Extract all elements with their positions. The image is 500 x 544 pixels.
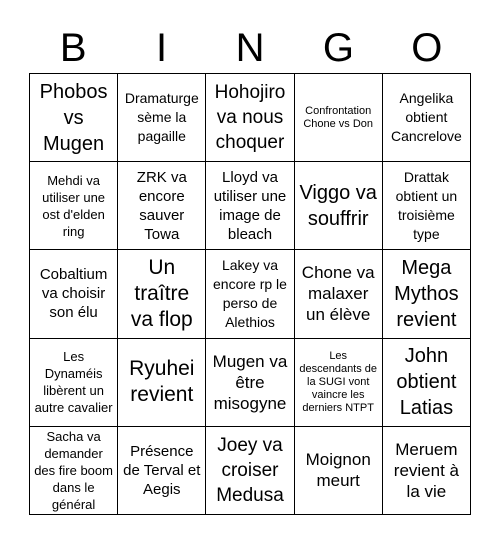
cell-text: Ryuhei revient — [129, 357, 195, 407]
bingo-cell[interactable] — [118, 339, 206, 427]
bingo-header — [29, 22, 471, 74]
cell-text: Les Dynaméis libèrent un autre cavalier — [34, 349, 113, 416]
cell-text: Les descendants de la SUGI vont vaincre les derniers NTPT — [299, 349, 378, 414]
cell-text: Meruem revient à la vie — [393, 439, 459, 501]
header-letter-i: I — [156, 26, 168, 70]
bingo-cell[interactable] — [383, 162, 471, 250]
bingo-grid — [29, 73, 471, 515]
bingo-cell[interactable] — [30, 250, 118, 338]
cell-text: Mega Mythos revient — [394, 256, 459, 331]
cell-text: Angelika obtient Cancrelove — [390, 90, 462, 145]
cell-text: Drattak obtient un troisième type — [395, 168, 458, 242]
header-letter-n: N — [235, 26, 265, 70]
bingo-cell[interactable] — [295, 74, 383, 162]
cell-text: Viggo va souffrir — [299, 181, 377, 230]
cell-text: Lloyd va utiliser une image de bleach — [213, 168, 287, 243]
bingo-cell[interactable] — [295, 339, 383, 427]
bingo-cell[interactable] — [295, 250, 383, 338]
bingo-cell[interactable] — [383, 339, 471, 427]
cell-text: ZRK va encore sauver Towa — [136, 168, 187, 243]
bingo-cell[interactable] — [30, 339, 118, 427]
bingo-cell[interactable] — [206, 162, 294, 250]
bingo-cell[interactable] — [383, 250, 471, 338]
bingo-cell[interactable] — [30, 427, 118, 515]
header-letter-b: B — [59, 26, 87, 70]
bingo-cell[interactable] — [30, 162, 118, 250]
bingo-cell[interactable] — [206, 427, 294, 515]
cell-text: Dramaturge sème la pagaille — [124, 90, 199, 145]
cell-text: John obtient Latias — [396, 345, 457, 420]
cell-text: Moignon meurt — [305, 450, 371, 491]
cell-text: Confrontation Chone vs Don — [303, 104, 374, 130]
bingo-cell[interactable] — [206, 74, 294, 162]
bingo-cell[interactable] — [206, 339, 294, 427]
cell-text: Joey va croiser Medusa — [216, 434, 284, 506]
bingo-cell[interactable] — [118, 427, 206, 515]
bingo-cell[interactable] — [30, 74, 118, 162]
cell-text: Phobos vs Mugen — [39, 80, 108, 155]
bingo-cell[interactable] — [118, 162, 206, 250]
cell-text: Cobaltium va choisir son élu — [39, 266, 108, 322]
header-letter-g: G — [322, 26, 354, 70]
bingo-cell[interactable] — [118, 250, 206, 338]
bingo-cell[interactable] — [206, 250, 294, 338]
bingo-cell[interactable] — [295, 162, 383, 250]
cell-text: Un traître va flop — [130, 255, 193, 331]
bingo-cell[interactable] — [383, 74, 471, 162]
cell-text: Mehdi va utiliser une ost d'elden ring — [42, 172, 106, 239]
cell-text: Sacha va demander des fire boom dans le général — [34, 428, 113, 512]
header-letter-o: O — [411, 26, 443, 70]
cell-text: Chone va malaxer un élève — [301, 263, 375, 325]
cell-text: Présence de Terval et Aegis — [123, 442, 201, 498]
cell-text: Hohojiro va nous choquer — [214, 82, 286, 154]
cell-text: Lakey va encore rp le perso de Alethios — [213, 256, 287, 330]
bingo-cell[interactable] — [383, 427, 471, 515]
bingo-cell[interactable] — [295, 427, 383, 515]
bingo-cell[interactable] — [118, 74, 206, 162]
cell-text: Mugen va être misogyne — [212, 351, 288, 413]
